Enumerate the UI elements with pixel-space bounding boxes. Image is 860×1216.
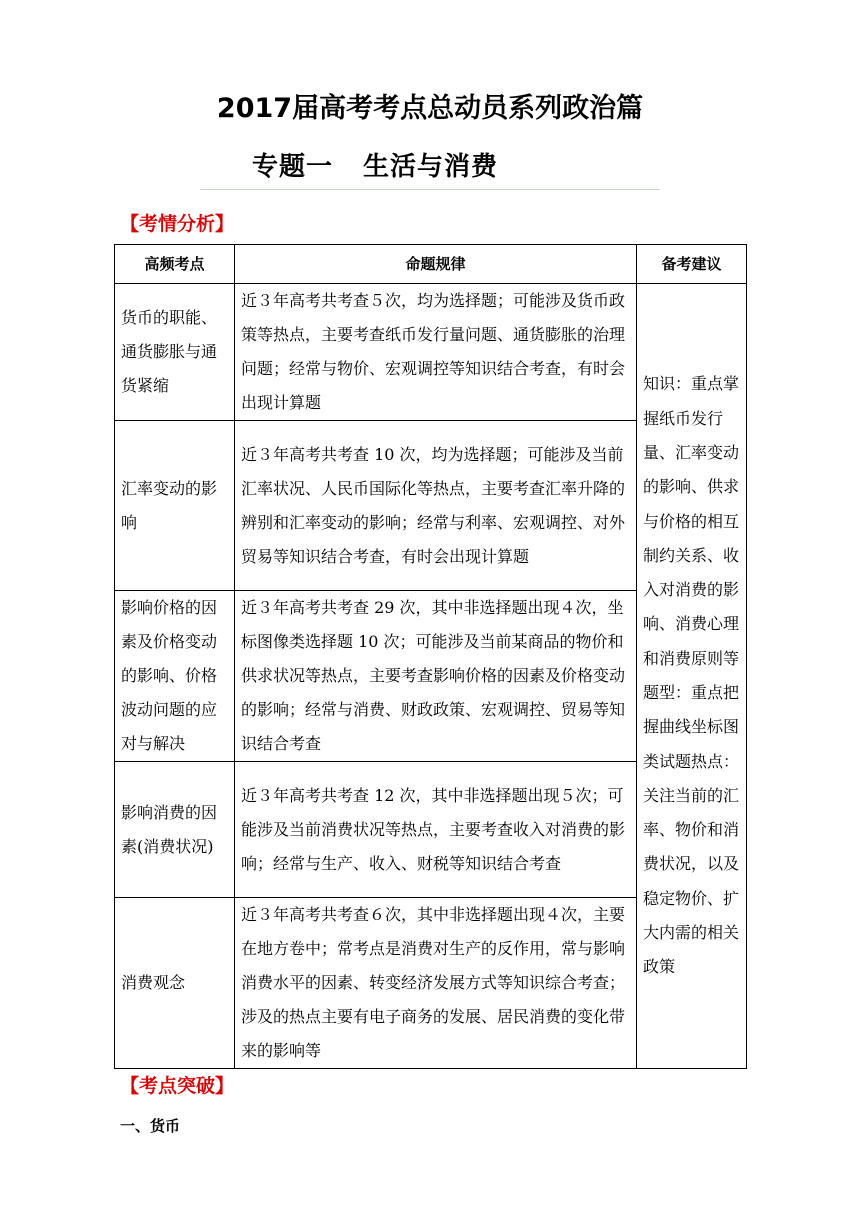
title-divider bbox=[200, 189, 660, 190]
subtitle-topic-number: 专题一 bbox=[252, 152, 334, 182]
subtitle-topic-name: 生活与消费 bbox=[363, 152, 499, 182]
exam-analysis-table bbox=[114, 244, 747, 1069]
rule-cell: 近３年高考共考查 12 次，其中非选择题出现５次；可能涉及当前消费状况等热点，主要考查收入对消费的影响；经常与生产、收入、财税等知识结合考查 bbox=[235, 762, 637, 898]
rule-cell: 近３年高考共考查 10 次，均为选择题；可能涉及当前汇率状况、人民币国际化等热点，主要考查汇率升降的辨别和汇率变动的影响；经常与利率、宏观调控、对外贸易等知识结合考查，有时会出现计算题 bbox=[235, 421, 637, 591]
topic-cell: 消费观念 bbox=[115, 898, 235, 1069]
topic-cell: 汇率变动的影响 bbox=[115, 421, 235, 591]
rule-cell: 近３年高考共考查５次，均为选择题；可能涉及货币政策等热点，主要考查纸币发行量问题、通货膨胀的治理问题；经常与物价、宏观调控等知识结合考查，有时会出现计算题 bbox=[235, 284, 637, 421]
document-subtitle bbox=[252, 146, 498, 183]
advice-cell: 知识：重点掌握纸币发行量、汇率变动的影响、供求与价格的相互制约关系、收入对消费的影响、消费心理和消费原则等题型：重点把握曲线坐标图类试题热点：关注当前的汇率、物价和消费状况，以及稳定物价、扩大内需的相关政策 bbox=[637, 284, 747, 1069]
topic-cell: 影响消费的因素(消费状况) bbox=[115, 762, 235, 898]
table-header-row bbox=[115, 245, 747, 284]
section-heading-analysis: 【考情分析】 bbox=[120, 213, 235, 235]
section-heading-breakthrough: 【考点突破】 bbox=[120, 1075, 235, 1097]
topic-cell: 影响价格的因素及价格变动的影响、价格波动问题的应对与解决 bbox=[115, 591, 235, 762]
topic-cell: 货币的职能、通货膨胀与通货紧缩 bbox=[115, 284, 235, 421]
rule-cell: 近３年高考共考查 29 次，其中非选择题出现４次，坐标图像类选择题 10 次；可能涉及当前某商品的物价和供求状况等热点，主要考查影响价格的因素及价格变动的影响；经常与消费、财政政策、宏观调控、贸易等知识结合考查 bbox=[235, 591, 637, 762]
table-row bbox=[115, 284, 747, 421]
header-topic: 高频考点 bbox=[115, 245, 235, 284]
subsection-heading-currency: 一、货币 bbox=[120, 1117, 181, 1135]
document-title: 2017届高考考点总动员系列政治篇 bbox=[216, 93, 644, 124]
rule-cell: 近３年高考共考查６次，其中非选择题出现４次，主要在地方卷中；常考点是消费对生产的反作用，常与影响消费水平的因素、转变经济发展方式等知识综合考查；涉及的热点主要有电子商务的发展、居民消费的变化带来的影响等 bbox=[235, 898, 637, 1069]
header-advice: 备考建议 bbox=[637, 245, 747, 284]
header-rule: 命题规律 bbox=[235, 245, 637, 284]
